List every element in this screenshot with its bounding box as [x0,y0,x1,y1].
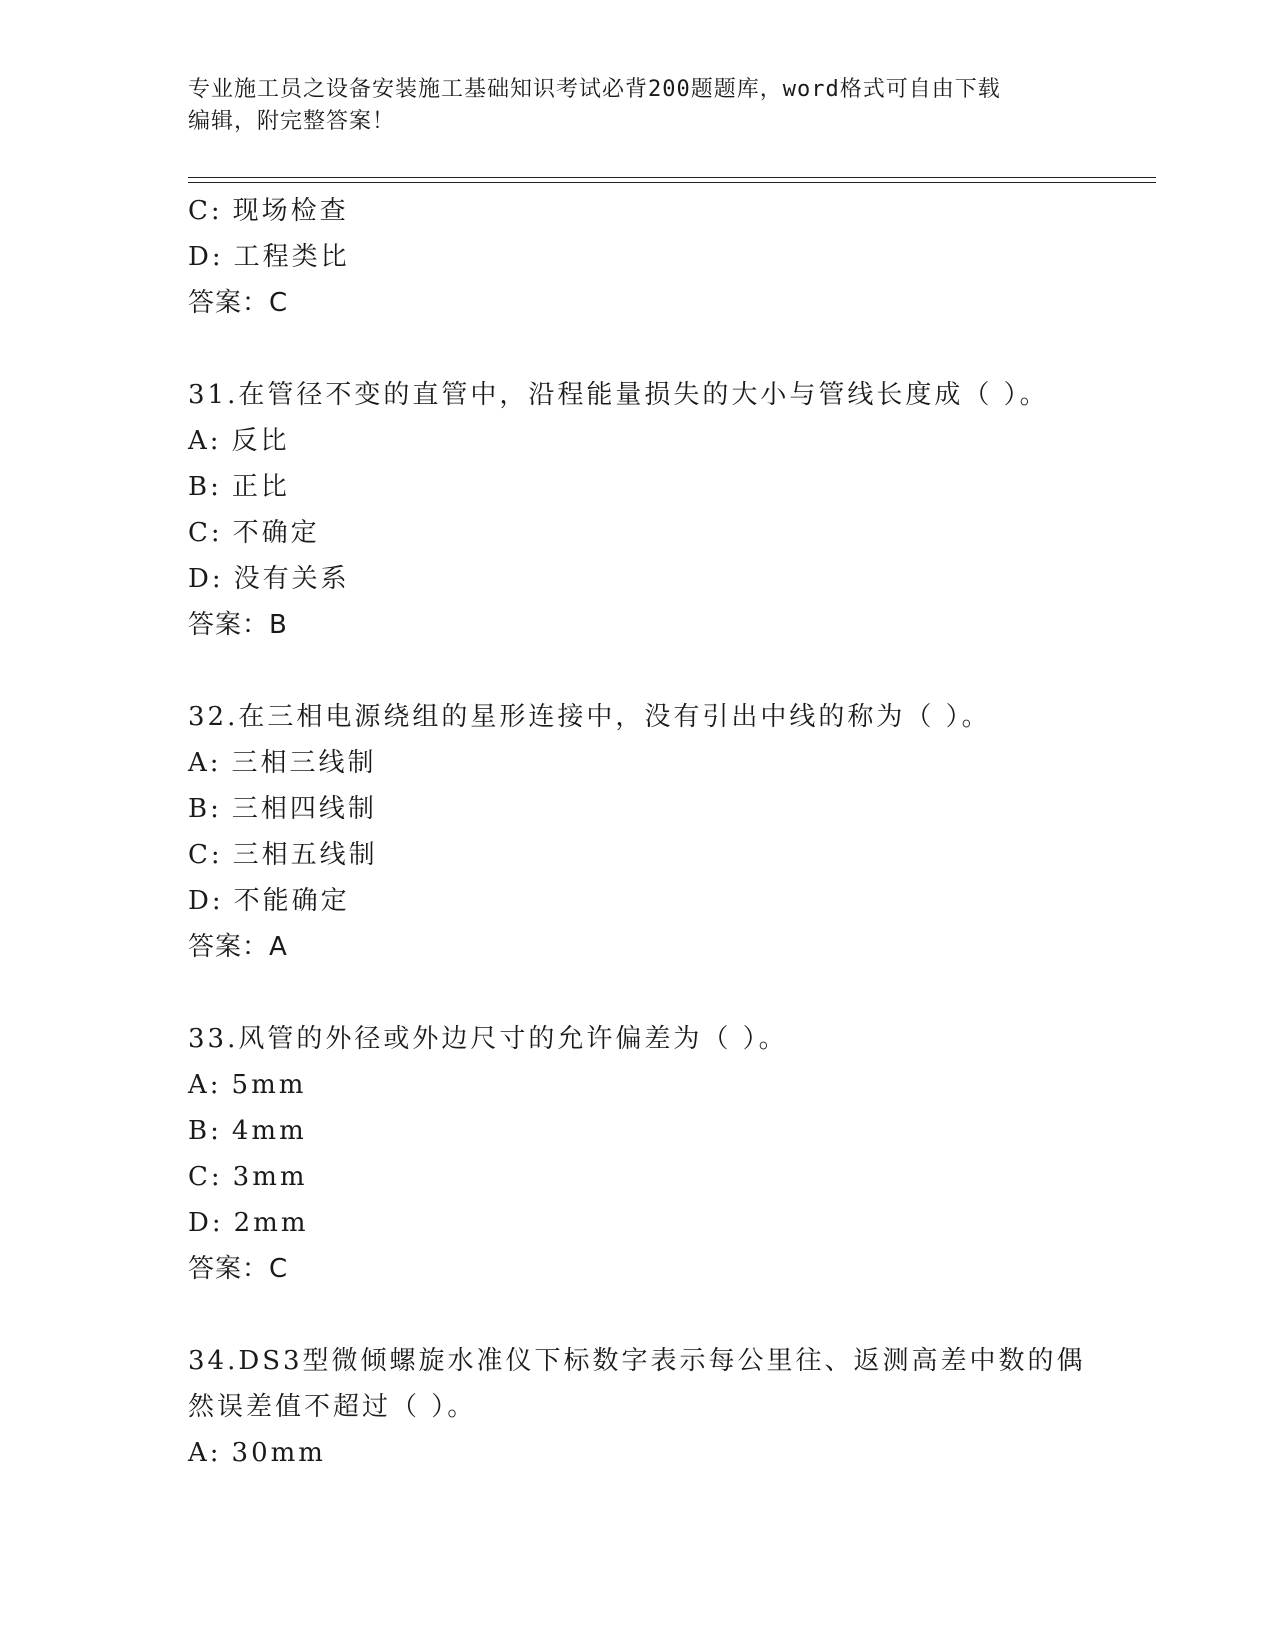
option-a: A: 5mm [188,1070,307,1100]
option-a: A: 反比 [188,426,290,456]
header-divider-top [188,177,1156,178]
answer-value: A [269,932,288,962]
option-d: D: 工程类比 [188,242,350,272]
answer-line [188,1246,1088,1292]
option-c: C: 3mm [188,1162,308,1192]
answer-label: 答案： [188,932,270,962]
question-stem-line-2: 然误差值不超过（ ）。 [188,1392,477,1422]
answer-line [188,280,1088,326]
question-34 [188,1338,1088,1476]
option-c: C: 三相五线制 [188,840,378,870]
option-d: D: 不能确定 [188,886,350,916]
option-a: A: 30mm [188,1438,326,1468]
answer-line [188,924,1088,970]
answer-label: 答案： [188,610,270,640]
option-c: C: 不确定 [188,518,320,548]
question-30-tail [188,188,1088,326]
answer-label: 答案： [188,1254,270,1284]
option-c: C: 现场检查 [188,196,349,226]
option-d: D: 没有关系 [188,564,350,594]
answer-label: 答案： [188,288,270,318]
answer-value: B [269,610,288,640]
answer-line [188,602,1088,648]
option-d: D: 2mm [188,1208,309,1238]
header-line-2: 编辑，附完整答案！ [188,109,396,134]
question-stem-line-1: 34.DS3型微倾螺旋水准仪下标数字表示每公里往、返测高差中数的偶 [188,1346,1086,1376]
option-b: B: 4mm [188,1116,307,1146]
answer-value: C [269,1254,289,1284]
document-header [188,74,1068,138]
question-stem: 31.在管径不变的直管中，沿程能量损失的大小与管线长度成（ ）。 [188,380,1049,410]
header-line-1: 专业施工员之设备安装施工基础知识考试必背200题题库，word格式可自由下载 [188,77,1001,102]
question-stem: 32.在三相电源绕组的星形连接中，没有引出中线的称为（ ）。 [188,702,991,732]
option-a: A: 三相三线制 [188,748,377,778]
question-stem: 33.风管的外径或外边尺寸的允许偏差为（ ）。 [188,1024,788,1054]
question-33 [188,1016,1088,1292]
option-b: B: 三相四线制 [188,794,377,824]
question-list [188,188,1088,1476]
option-b: B: 正比 [188,472,290,502]
question-32 [188,694,1088,970]
answer-value: C [269,288,289,318]
question-31 [188,372,1088,648]
header-divider-bottom [188,182,1156,183]
